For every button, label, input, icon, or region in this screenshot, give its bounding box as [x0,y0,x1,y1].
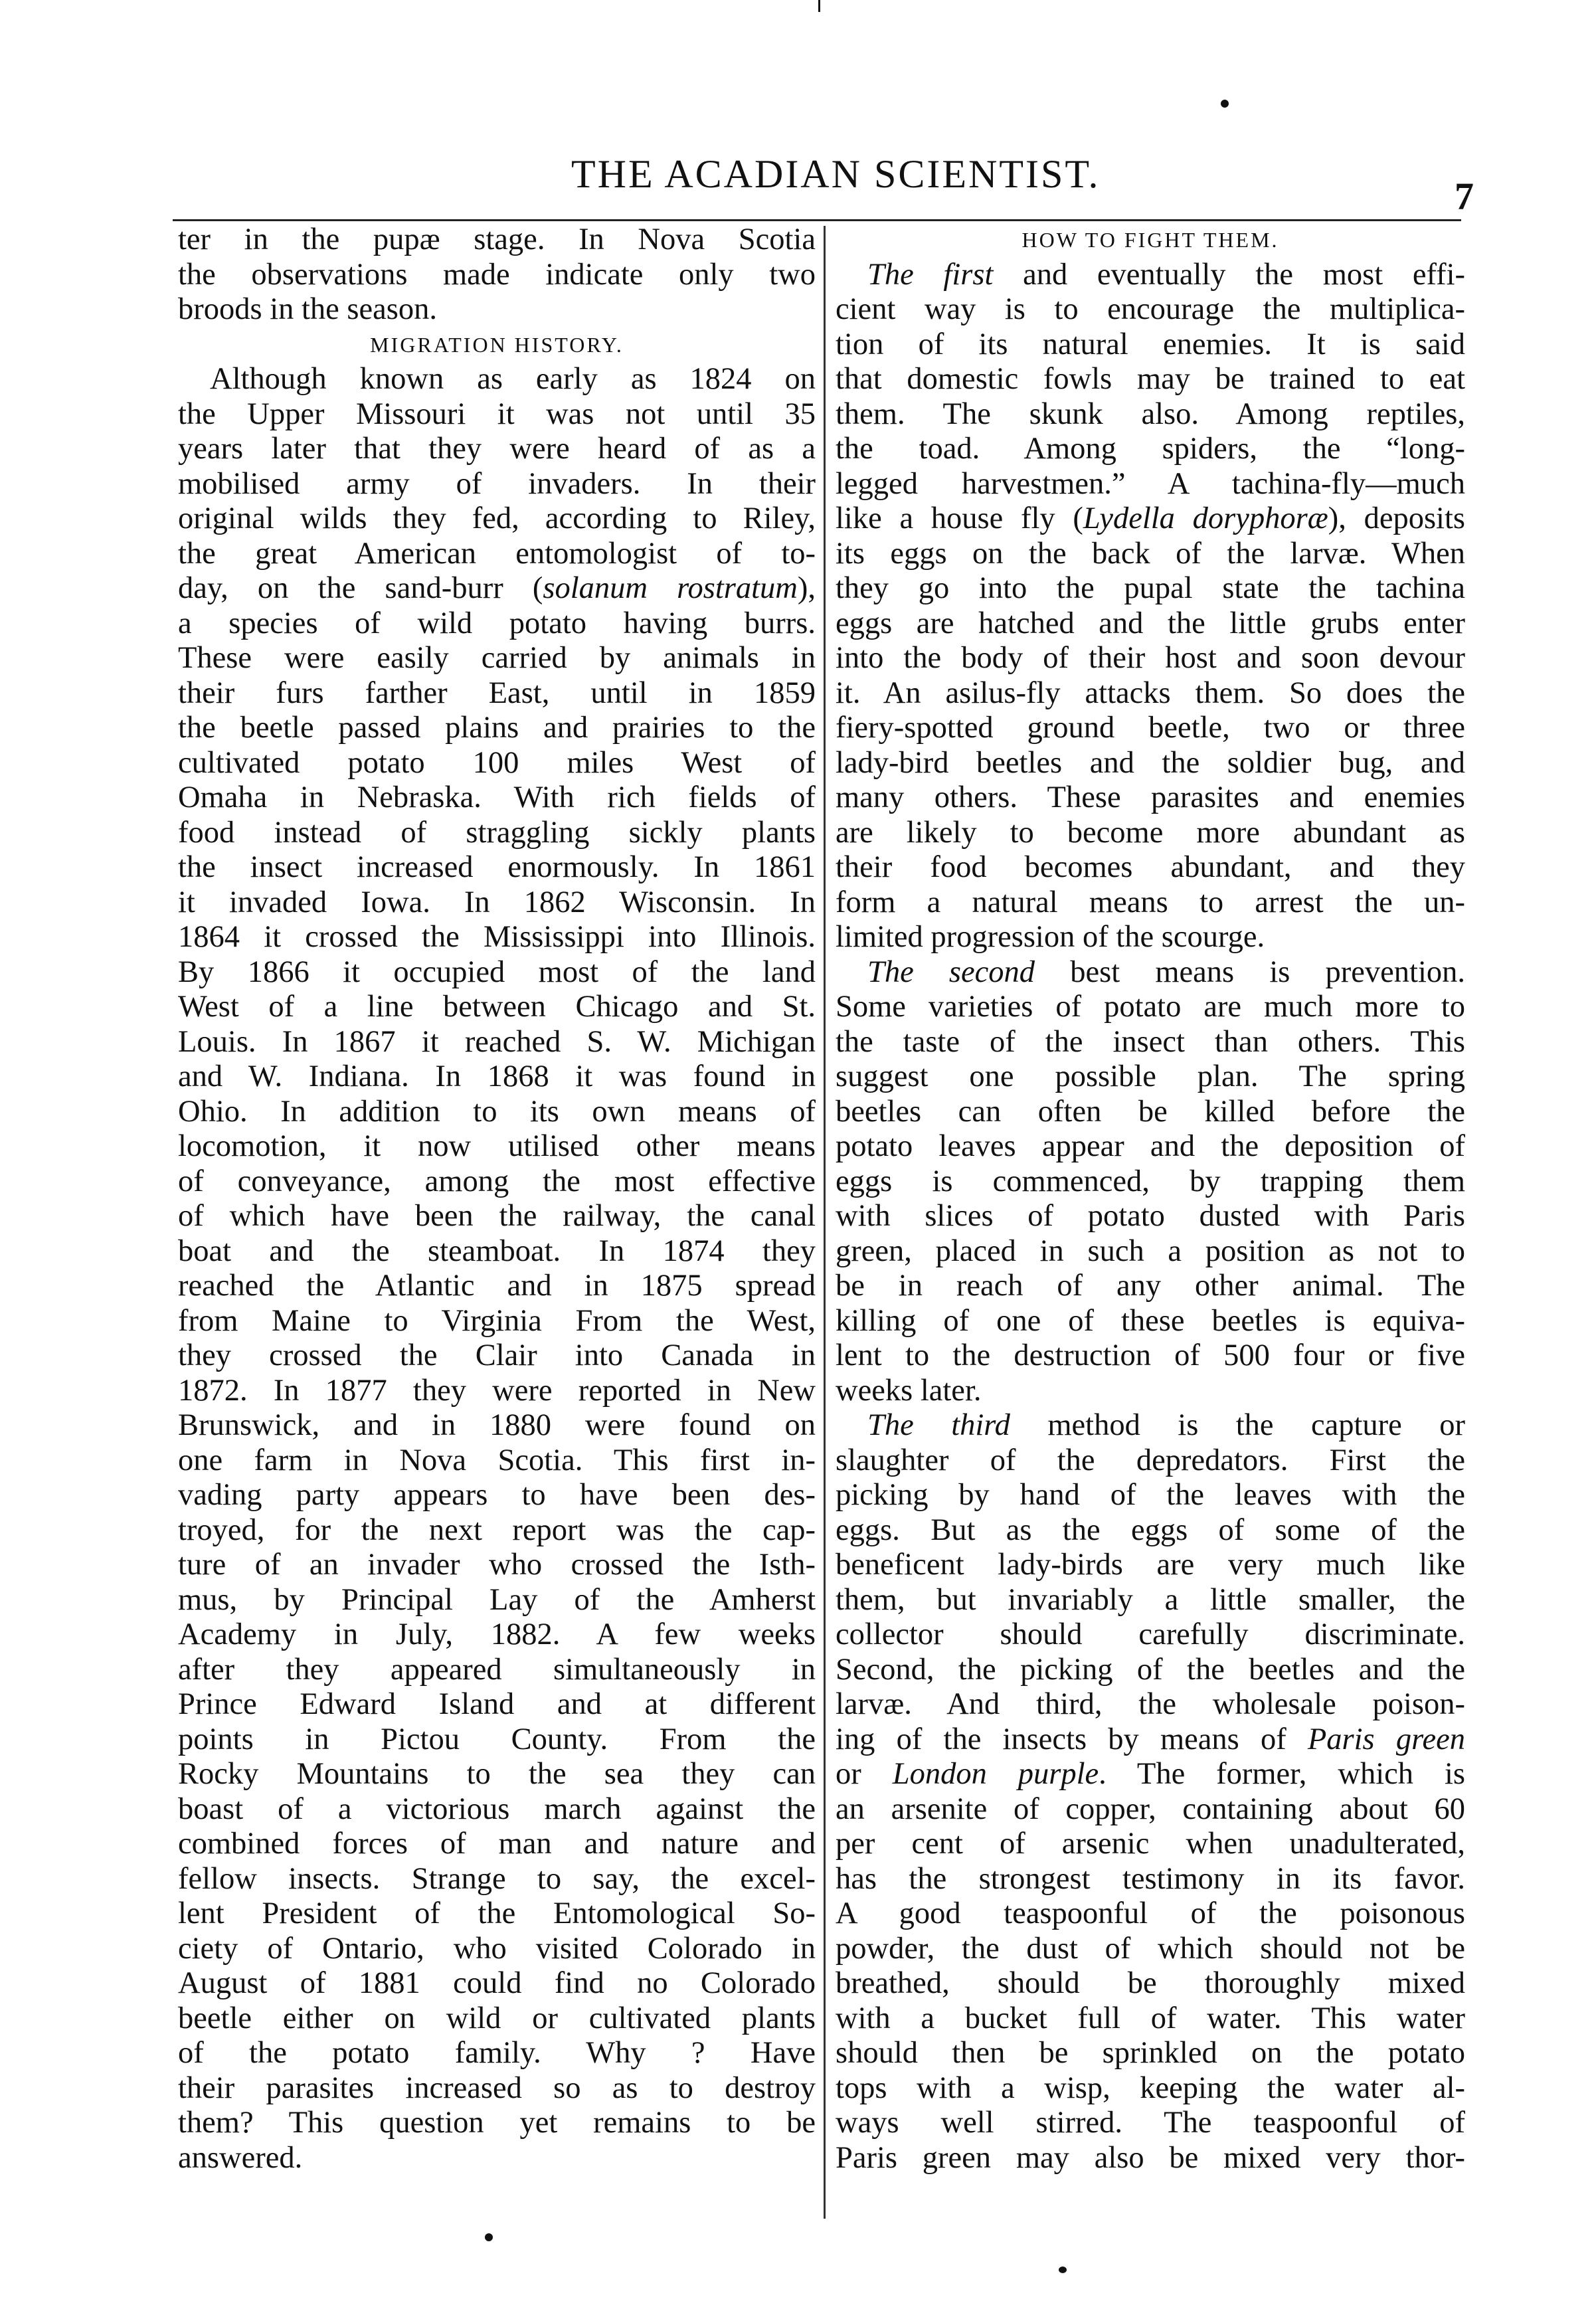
left-column [178,223,816,2176]
text-line: them, but invariably a little smaller, the [836,1582,1465,1617]
text-line: ture of an invader who crossed the Isth- [178,1548,816,1582]
text-line: the toad. Among spiders, the “long- [836,432,1465,466]
text-line: ways well stirred. The teaspoonful of [836,2106,1465,2140]
text-line: an arsenite of copper, containing about 60 [836,1792,1465,1826]
text-line: they go into the pupal state the tachina [836,571,1465,605]
text-line: eggs are hatched and the little grubs enter [836,606,1465,640]
right-column [836,223,1465,2176]
text-line: its eggs on the back of the larvæ. When [836,536,1465,571]
text-line: day, on the sand-burr (solanum rostratum), [178,571,816,605]
text-line: beetle either on wild or cultivated plants [178,2001,816,2035]
text-line: has the strongest testimony in its favor. [836,1861,1465,1896]
text-line: it. An asilus-fly attacks them. So does the [836,676,1465,710]
text-line: boast of a victorious march against the [178,1792,816,1826]
text-line: with slices of potato dusted with Paris [836,1199,1465,1233]
section-heading: HOW TO FIGHT THEM. [1021,228,1279,252]
text-line: cient way is to encourage the multiplica- [836,292,1465,326]
text-line: their food becomes abundant, and they [836,850,1465,884]
text-line: Some varieties of potato are much more to [836,990,1465,1024]
text-line: it invaded Iowa. In 1862 Wisconsin. In [178,885,816,919]
text-line: form a natural means to arrest the un- [836,885,1465,919]
section-heading: MIGRATION HISTORY. [370,332,624,357]
text-line: that domestic fowls may be trained to eat [836,362,1465,396]
text-line: beetles can often be killed before the [836,1094,1465,1129]
text-line: mus, by Principal Lay of the Amherst [178,1582,816,1617]
text-line: limited progression of the scourge. [836,920,1265,954]
text-line: lent to the destruction of 500 four or five [836,1339,1465,1372]
text-line: tops with a wisp, keeping the water al- [836,2071,1465,2105]
text-line: The second best means is prevention. [867,955,1465,989]
text-line: picking by hand of the leaves with the [836,1478,1465,1512]
text-line: the Upper Missouri it was not until 35 [178,397,816,431]
text-line: green, placed in such a position as not to [836,1234,1465,1268]
text-line: answered. [178,2140,303,2175]
text-line: Brunswick, and in 1880 were found on [178,1408,816,1442]
text-line: them. The skunk also. Among reptiles, [836,397,1465,431]
text-line: killing of one of these beetles is equiva- [836,1303,1465,1338]
text-line: 1872. In 1877 they were reported in New [178,1373,816,1408]
text-line: years later that they were heard of as a [178,432,816,466]
text-line: their parasites increased so as to destroy [178,2071,816,2105]
text-line: By 1866 it occupied most of the land [178,955,816,989]
text-line: August of 1881 could find no Colorado [178,1966,816,2000]
text-line: they crossed the Clair into Canada in [178,1339,816,1372]
text-line: boat and the steamboat. In 1874 they [178,1234,816,1268]
text-line: original wilds they fed, according to Riley, [178,502,816,535]
text-line: eggs. But as the eggs of some of the [836,1513,1465,1547]
text-line: Omaha in Nebraska. With rich fields of [178,781,816,814]
text-line: are likely to become more abundant as [836,815,1465,850]
text-line: Prince Edward Island and at different [178,1687,816,1721]
text-line: weeks later. [836,1373,982,1408]
text-line: combined forces of man and nature and [178,1827,816,1861]
text-line: eggs is commenced, by trapping them [836,1164,1465,1198]
text-line: vading party appears to have been des- [178,1478,816,1512]
text-line: points in Pictou County. From the [178,1722,816,1756]
text-line: West of a line between Chicago and St. [178,990,816,1024]
text-line: The third method is the capture or [867,1408,1465,1442]
text-line: potato leaves appear and the deposition of [836,1129,1465,1163]
text-line: breathed, should be thoroughly mixed [836,1966,1465,2000]
text-line: with a bucket full of water. This water [836,2001,1465,2035]
column-end-dot [1059,2267,1067,2273]
text-line: broods in the season. [178,292,438,326]
text-line: Paris green may also be mixed very thor- [836,2140,1465,2175]
text-line: lent President of the Entomological So- [178,1897,816,1930]
text-line: them? This question yet remains to be [178,2106,816,2140]
text-line: or London purple. The former, which is [836,1757,1465,1791]
text-line: and W. Indiana. In 1868 it was found in [178,1060,816,1093]
header-rule [173,219,1461,221]
text-line: slaughter of the depredators. First the [836,1443,1465,1477]
text-line: from Maine to Virginia From the West, [178,1303,816,1338]
text-line: a species of wild potato having burrs. [178,606,816,640]
text-line: troyed, for the next report was the cap- [178,1513,816,1547]
ink-speck [818,0,820,12]
text-line: into the body of their host and soon devour [836,641,1465,675]
text-line: Rocky Mountains to the sea they can [178,1757,816,1791]
text-line: their furs farther East, until in 1859 [178,676,816,710]
text-line: should then be sprinkled on the potato [836,2036,1465,2070]
text-line: the taste of the insect than others. This [836,1024,1465,1059]
text-line: 1864 it crossed the Mississippi into Illinois. [178,920,816,954]
text-line: be in reach of any other animal. The [836,1269,1465,1303]
text-line: larvæ. And third, the wholesale poison- [836,1687,1465,1721]
text-line: Second, the picking of the beetles and the [836,1652,1465,1687]
text-line: Academy in July, 1882. A few weeks [178,1618,816,1651]
text-line: Ohio. In addition to its own means of [178,1094,816,1129]
text-line: suggest one possible plan. The spring [836,1060,1465,1093]
text-line: after they appeared simultaneously in [178,1652,816,1687]
text-line: tion of its natural enemies. It is said [836,327,1465,361]
text-line: lady-bird beetles and the soldier bug, and [836,745,1465,780]
column-divider [824,226,826,2219]
text-line: of the potato family. Why ? Have [178,2036,816,2070]
text-line: ter in the pupæ stage. In Nova Scotia [178,223,816,256]
text-line: ciety of Ontario, who visited Colorado in [178,1931,816,1966]
text-line: cultivated potato 100 miles West of [178,745,816,780]
text-line: mobilised army of invaders. In their [178,466,816,501]
text-line: the observations made indicate only two [178,257,816,292]
text-line: The first and eventually the most effi- [867,257,1466,292]
text-line: per cent of arsenic when unadulterated, [836,1827,1465,1861]
text-line: one farm in Nova Scotia. This first in- [178,1443,816,1477]
text-line: food instead of straggling sickly plants [178,815,816,850]
text-line: the beetle passed plains and prairies to the [178,711,816,745]
ink-speck [1221,100,1229,108]
column-end-dot [485,2233,493,2241]
text-line: These were easily carried by animals in [178,641,816,675]
text-line: of conveyance, among the most effective [178,1164,816,1198]
text-line: A good teaspoonful of the poisonous [836,1897,1465,1930]
text-line: fiery-spotted ground beetle, two or three [836,711,1465,745]
text-line: Louis. In 1867 it reached S. W. Michigan [178,1024,816,1059]
text-line: like a house fly (Lydella doryphoræ), deposits [836,502,1465,535]
text-line: collector should carefully discriminate. [836,1618,1465,1651]
text-line: the great American entomologist of to- [178,536,816,571]
text-line: ing of the insects by means of Paris green [836,1722,1465,1756]
text-line: legged harvestmen.” A tachina-fly—much [836,466,1465,501]
text-line: many others. These parasites and enemies [836,781,1465,814]
text-line: fellow insects. Strange to say, the excel- [178,1861,816,1896]
running-head: THE ACADIAN SCIENTIST. [571,152,1101,196]
text-line: of which have been the railway, the canal [178,1199,816,1233]
text-line: locomotion, it now utilised other means [178,1129,816,1163]
page-number: 7 [1455,175,1474,218]
text-line: powder, the dust of which should not be [836,1931,1465,1966]
text-line: Although known as early as 1824 on [210,362,816,396]
text-line: reached the Atlantic and in 1875 spread [178,1269,816,1303]
text-line: the insect increased enormously. In 1861 [178,850,816,884]
text-line: beneficent lady-birds are very much like [836,1548,1465,1582]
